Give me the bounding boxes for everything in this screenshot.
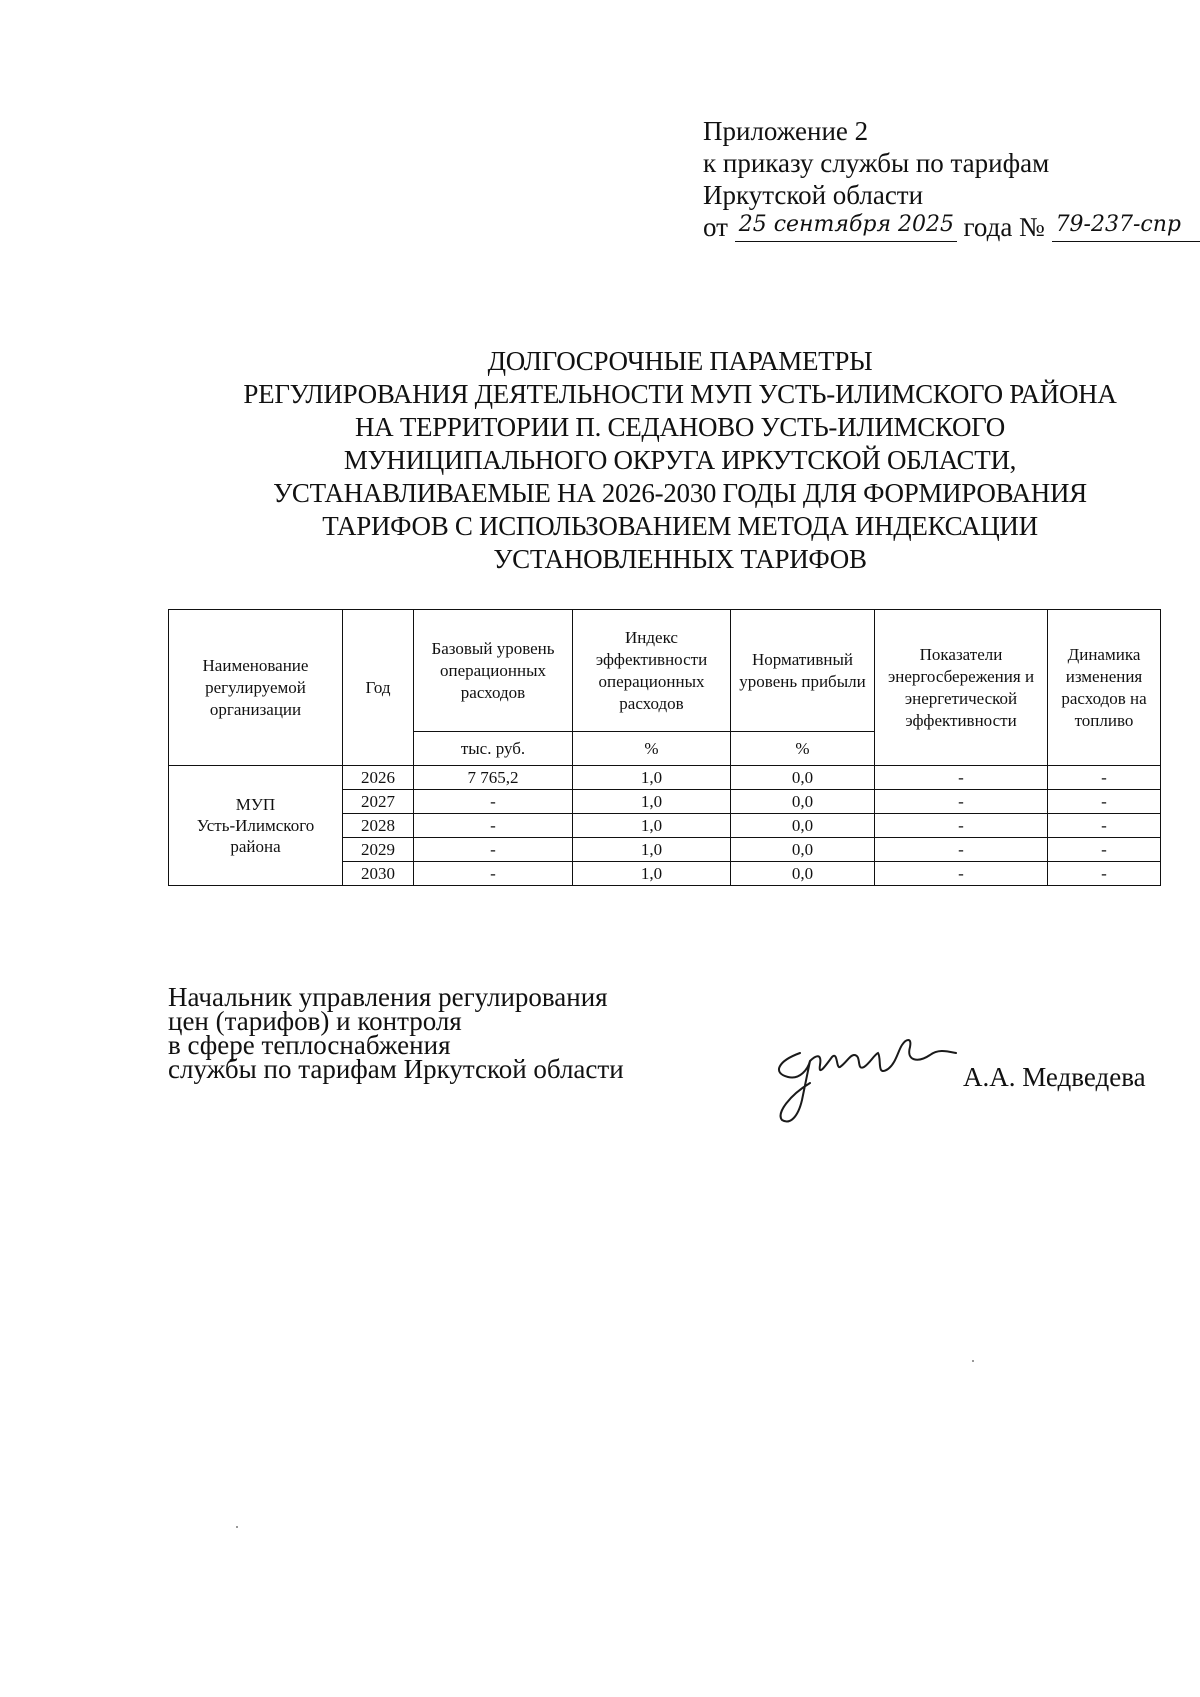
cell-fuel: - [1048, 862, 1161, 886]
appendix-line-2: к приказу службы по тарифам [703, 148, 1050, 178]
appendix-middle: года № [963, 212, 1045, 242]
unit-index: % [573, 732, 731, 766]
cell-index: 1,0 [573, 862, 731, 886]
cell-profit: 0,0 [731, 814, 875, 838]
title-line: УСТАНОВЛЕННЫХ ТАРИФОВ [493, 544, 867, 574]
cell-fuel: - [1048, 814, 1161, 838]
organization-line: МУП [235, 795, 276, 814]
table-row [169, 766, 1161, 790]
cell-fuel: - [1048, 838, 1161, 862]
cell-year: 2026 [343, 766, 414, 790]
position-line: службы по тарифам Иркутской области [168, 1054, 624, 1084]
appendix-line-1: Приложение 2 [703, 116, 869, 146]
header-profit: Нормативный уровень прибыли [731, 610, 875, 732]
appendix-block [703, 115, 1200, 243]
organization-cell [169, 766, 343, 886]
cell-profit: 0,0 [731, 838, 875, 862]
cell-index: 1,0 [573, 790, 731, 814]
header-index: Индекс эффективности операционных расходов [573, 610, 731, 732]
order-number-field [1052, 211, 1200, 242]
table-header-row [169, 610, 1161, 732]
cell-index: 1,0 [573, 814, 731, 838]
cell-energy: - [875, 862, 1048, 886]
cell-energy: - [875, 790, 1048, 814]
cell-year: 2030 [343, 862, 414, 886]
cell-fuel: - [1048, 790, 1161, 814]
header-base: Базовый уровень операционных расходов [414, 610, 573, 732]
scan-speck [236, 1526, 238, 1528]
signatory-position [168, 982, 624, 1084]
document-title [160, 345, 1200, 576]
title-line: УСТАНАВЛИВАЕМЫЕ НА 2026-2030 ГОДЫ ДЛЯ ФОРМИРОВАНИЯ [273, 478, 1087, 508]
cell-profit: 0,0 [731, 766, 875, 790]
order-date-field [735, 211, 957, 242]
appendix-line-3: Иркутской области [703, 180, 924, 210]
order-date: 25 сентября 2025 [738, 212, 955, 237]
title-line: МУНИЦИПАЛЬНОГО ОКРУГА ИРКУТСКОЙ ОБЛАСТИ, [343, 445, 1017, 475]
organization-line: Усть-Илимского [196, 816, 315, 835]
scan-speck [972, 1360, 974, 1362]
cell-base: - [414, 862, 573, 886]
organization-line: района [230, 837, 281, 856]
appendix-prefix: от [703, 212, 728, 242]
cell-energy: - [875, 814, 1048, 838]
unit-base: тыс. руб. [414, 732, 573, 766]
cell-index: 1,0 [573, 838, 731, 862]
cell-energy: - [875, 838, 1048, 862]
unit-profit: % [731, 732, 875, 766]
cell-fuel: - [1048, 766, 1161, 790]
cell-index: 1,0 [573, 766, 731, 790]
title-line: РЕГУЛИРОВАНИЯ ДЕЯТЕЛЬНОСТИ МУП УСТЬ-ИЛИМСКОГО РАЙОНА [243, 379, 1117, 409]
order-number: 79-237-спр [1055, 212, 1181, 237]
title-line: ДОЛГОСРОЧНЫЕ ПАРАМЕТРЫ [487, 346, 873, 376]
position-line: Начальник управления регулирования [168, 982, 608, 1012]
title-line: ТАРИФОВ С ИСПОЛЬЗОВАНИЕМ МЕТОДА ИНДЕКСАЦИИ [322, 511, 1038, 541]
cell-energy: - [875, 766, 1048, 790]
cell-base: 7 765,2 [414, 766, 573, 790]
header-energy: Показатели энергосбережения и энергетической эффективности [875, 610, 1048, 766]
appendix-line-4 [703, 211, 1200, 243]
cell-profit: 0,0 [731, 862, 875, 886]
cell-year: 2027 [343, 790, 414, 814]
signatory-name: А.А. Медведева [963, 1062, 1146, 1092]
header-year: Год [343, 610, 414, 766]
cell-year: 2029 [343, 838, 414, 862]
cell-profit: 0,0 [731, 790, 875, 814]
header-fuel: Динамика изменения расходов на топливо [1048, 610, 1161, 766]
cell-base: - [414, 814, 573, 838]
title-line: НА ТЕРРИТОРИИ П. СЕДАНОВО УСТЬ-ИЛИМСКОГО [354, 412, 1006, 442]
cell-base: - [414, 838, 573, 862]
header-org: Наименование регулируемой организации [169, 610, 343, 766]
parameters-table [168, 609, 1161, 886]
cell-base: - [414, 790, 573, 814]
position-line: в сфере теплоснабжения [168, 1030, 451, 1060]
position-line: цен (тарифов) и контроля [168, 1006, 462, 1036]
cell-year: 2028 [343, 814, 414, 838]
handwritten-signature [770, 1025, 960, 1125]
